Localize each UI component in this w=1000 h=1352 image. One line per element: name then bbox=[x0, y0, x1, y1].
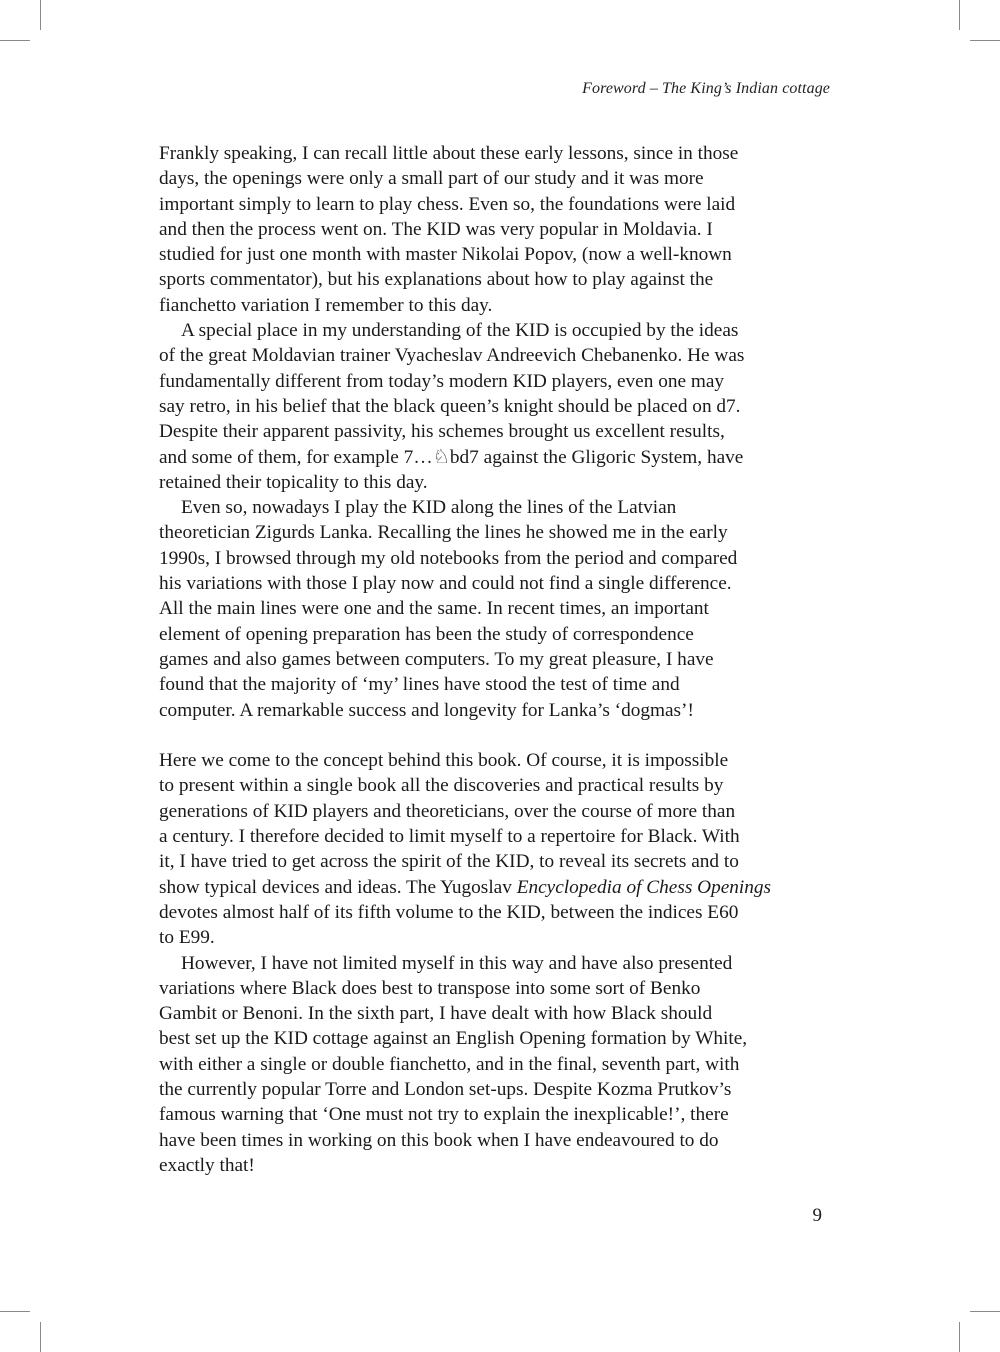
text-line bbox=[159, 875, 833, 900]
text-line: famous warning that ‘One must not try to explain the inexplicable!’, there bbox=[159, 1104, 729, 1126]
text-line: studied for just one month with master Nikolai Popov, (now a well-known bbox=[159, 244, 732, 266]
text-line: his variations with those I play now and could not find a single difference. bbox=[159, 573, 732, 595]
text-line: best set up the KID cottage against an English Opening formation by White, bbox=[159, 1028, 748, 1050]
text-line: theoretician Zigurds Lanka. Recalling the lines he showed me in the early bbox=[159, 522, 728, 544]
text-line: important simply to learn to play chess. Even so, the foundations were laid bbox=[159, 193, 736, 215]
text-line: Frankly speaking, I can recall little about these early lessons, since in those bbox=[159, 143, 739, 164]
text-line: games and also games between computers. To my great pleasure, I have bbox=[159, 648, 714, 670]
text-line: exactly that! bbox=[159, 1154, 255, 1176]
text-line: found that the majority of ‘my’ lines have stood the test of time and bbox=[159, 674, 680, 696]
crop-mark-top-right-horizontal bbox=[970, 40, 1000, 41]
crop-mark-bottom-left-horizontal bbox=[0, 1311, 30, 1312]
text-line: of the great Moldavian trainer Vyacheslav Andreevich Chebanenko. He was bbox=[159, 345, 745, 367]
running-head: Foreword – The King’s Indian cottage bbox=[582, 80, 830, 97]
text-line: computer. A remarkable success and longevity for Lanka’s ‘dogmas’! bbox=[159, 699, 694, 721]
crop-mark-top-left-horizontal bbox=[0, 40, 30, 41]
text-line: Despite their apparent passivity, his schemes brought us excellent results, bbox=[159, 421, 725, 443]
crop-mark-bottom-right-vertical bbox=[959, 1322, 960, 1352]
text-line: days, the openings were only a small part of our study and it was more bbox=[159, 168, 704, 190]
text-line: with either a single or double fianchetto, and in the final, seventh part, with bbox=[159, 1053, 740, 1075]
text-line: and some of them, for example 7…♘bd7 against the Gligoric System, have bbox=[159, 446, 744, 468]
text-line: element of opening preparation has been the study of correspondence bbox=[159, 623, 694, 645]
text-line: variations where Black does best to transpose into some sort of Benko bbox=[159, 977, 701, 999]
text-line: have been times in working on this book when I have endeavoured to do bbox=[159, 1129, 719, 1151]
body-text bbox=[159, 141, 833, 1178]
text-line: it, I have tried to get across the spirit of the KID, to reveal its secrets and to bbox=[159, 851, 739, 873]
text-line: to E99. bbox=[159, 927, 215, 949]
text-line: Here we come to the concept behind this book. Of course, it is impossible bbox=[159, 750, 729, 772]
text-line: fianchetto variation I remember to this day. bbox=[159, 294, 493, 316]
page-number: 9 bbox=[812, 1205, 822, 1226]
text-line-start: show typical devices and ideas. The Yugoslav bbox=[159, 876, 517, 898]
text-line: All the main lines were one and the same. In recent times, an important bbox=[159, 598, 709, 620]
text-line: Even so, nowadays I play the KID along the lines of the Latvian bbox=[181, 497, 677, 519]
section-break bbox=[159, 723, 833, 748]
text-line: sports commentator), but his explanations about how to play against the bbox=[159, 269, 714, 291]
text-line: say retro, in his belief that the black queen’s knight should be placed on d7. bbox=[159, 395, 741, 417]
crop-mark-top-left-vertical bbox=[40, 0, 41, 30]
book-title: Encyclopedia of Chess Openings bbox=[516, 876, 772, 898]
text-line: 1990s, I browsed through my old notebooks from the period and compared bbox=[159, 547, 738, 569]
text-line: fundamentally different from today’s modern KID players, even one may bbox=[159, 370, 725, 392]
text-line: retained their topicality to this day. bbox=[159, 471, 428, 493]
crop-mark-top-right-vertical bbox=[959, 0, 960, 30]
crop-mark-bottom-left-vertical bbox=[40, 1322, 41, 1352]
text-line: generations of KID players and theoreticians, over the course of more than bbox=[159, 800, 736, 822]
text-line: However, I have not limited myself in this way and have also presented bbox=[181, 952, 733, 974]
text-line: devotes almost half of its fifth volume to the KID, between the indices E60 bbox=[159, 901, 739, 923]
text-line: the currently popular Torre and London set-ups. Despite Kozma Prutkov’s bbox=[159, 1078, 732, 1100]
text-line: and then the process went on. The KID was very popular in Moldavia. I bbox=[159, 218, 713, 240]
text-line: Gambit or Benoni. In the sixth part, I have dealt with how Black should bbox=[159, 1003, 713, 1025]
crop-mark-bottom-right-horizontal bbox=[970, 1311, 1000, 1312]
text-line: a century. I therefore decided to limit myself to a repertoire for Black. With bbox=[159, 826, 740, 848]
text-line: to present within a single book all the discoveries and practical results by bbox=[159, 775, 724, 797]
text-line: A special place in my understanding of the KID is occupied by the ideas bbox=[181, 320, 739, 342]
